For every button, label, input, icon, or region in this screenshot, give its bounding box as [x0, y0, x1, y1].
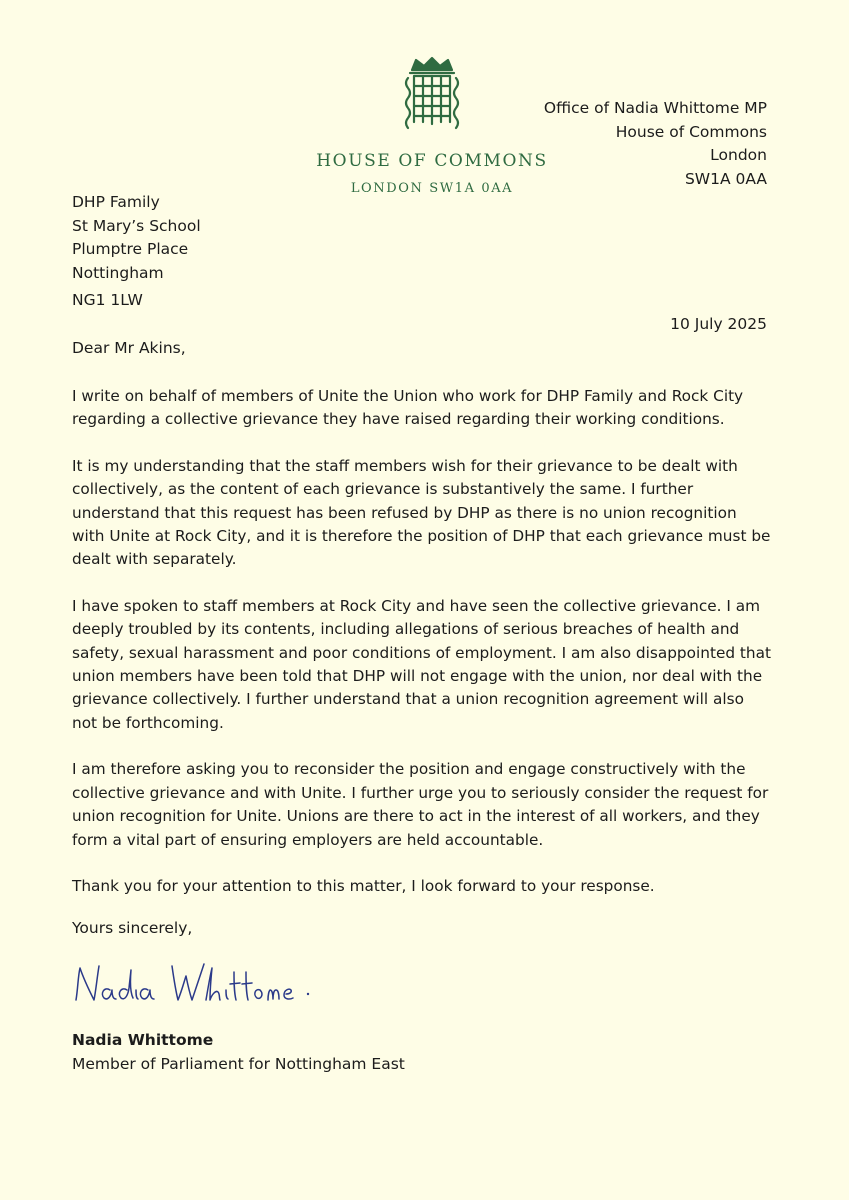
- sender-address: [544, 97, 767, 191]
- body-paragraph: It is my understanding that the staff members wish for their grievance to be dealt with collectively, as the content of each grievance is substantively the same. I further understand that this request has been refused by DHP as there is no union recognition with Unite at Rock City, and it is therefore the position of DHP that each grievance must be dealt with separately.: [72, 456, 771, 569]
- handwritten-signature: [72, 960, 322, 1010]
- portcullis-crest-icon: [398, 56, 466, 132]
- sender-address-line: London: [710, 146, 767, 164]
- letterhead-title: HOUSE OF COMMONS: [316, 151, 548, 171]
- signer-name: Nadia Whittome: [72, 1031, 214, 1049]
- body-paragraph: Thank you for your attention to this matter, I look forward to your response.: [72, 876, 655, 895]
- recipient-address: [72, 191, 201, 285]
- sender-address-line: Office of Nadia Whittome MP: [543, 99, 767, 117]
- sender-address-line: House of Commons: [615, 122, 767, 141]
- recipient-address-line: Nottingham: [72, 263, 164, 282]
- body-paragraph: I write on behalf of members of Unite the Union who work for DHP Family and Rock City regarding a collective grievance they have raised regarding their working conditions.: [72, 387, 744, 429]
- letter-body: [72, 385, 772, 921]
- body-paragraph: I am therefore asking you to reconsider the position and engage constructively with the collective grievance and with Unite. I further urge you to seriously consider the request for union recognition for Unite. Unions are there to act in the interest of all workers, and they form a vital part of ensuring employers are held accountable.: [72, 760, 769, 849]
- recipient-address-line: Plumptre Place: [72, 240, 189, 259]
- recipient-address-line: DHP Family: [72, 193, 160, 211]
- sender-address-line: SW1A 0AA: [684, 169, 767, 188]
- closing: Yours sincerely,: [72, 919, 193, 937]
- salutation: Dear Mr Akins,: [72, 339, 186, 357]
- signer-title: Member of Parliament for Nottingham East: [72, 1055, 405, 1073]
- body-paragraph: I have spoken to staff members at Rock City and have seen the collective grievance. I am deeply troubled by its contents, including allegations of serious breaches of health and safety, sexual harassment and poor conditions of employment. I am also disappointed that union members have been told that DHP will not engage with the union, nor deal with the grievance collectively. I further understand that a union recognition agreement will also not be forthcoming.: [72, 596, 771, 732]
- recipient-address-line: St Mary’s School: [72, 216, 201, 235]
- recipient-postcode: NG1 1LW: [72, 291, 143, 309]
- letterhead-subtitle: LONDON SW1A 0AA: [350, 181, 514, 196]
- letter-date: 10 July 2025: [670, 315, 767, 333]
